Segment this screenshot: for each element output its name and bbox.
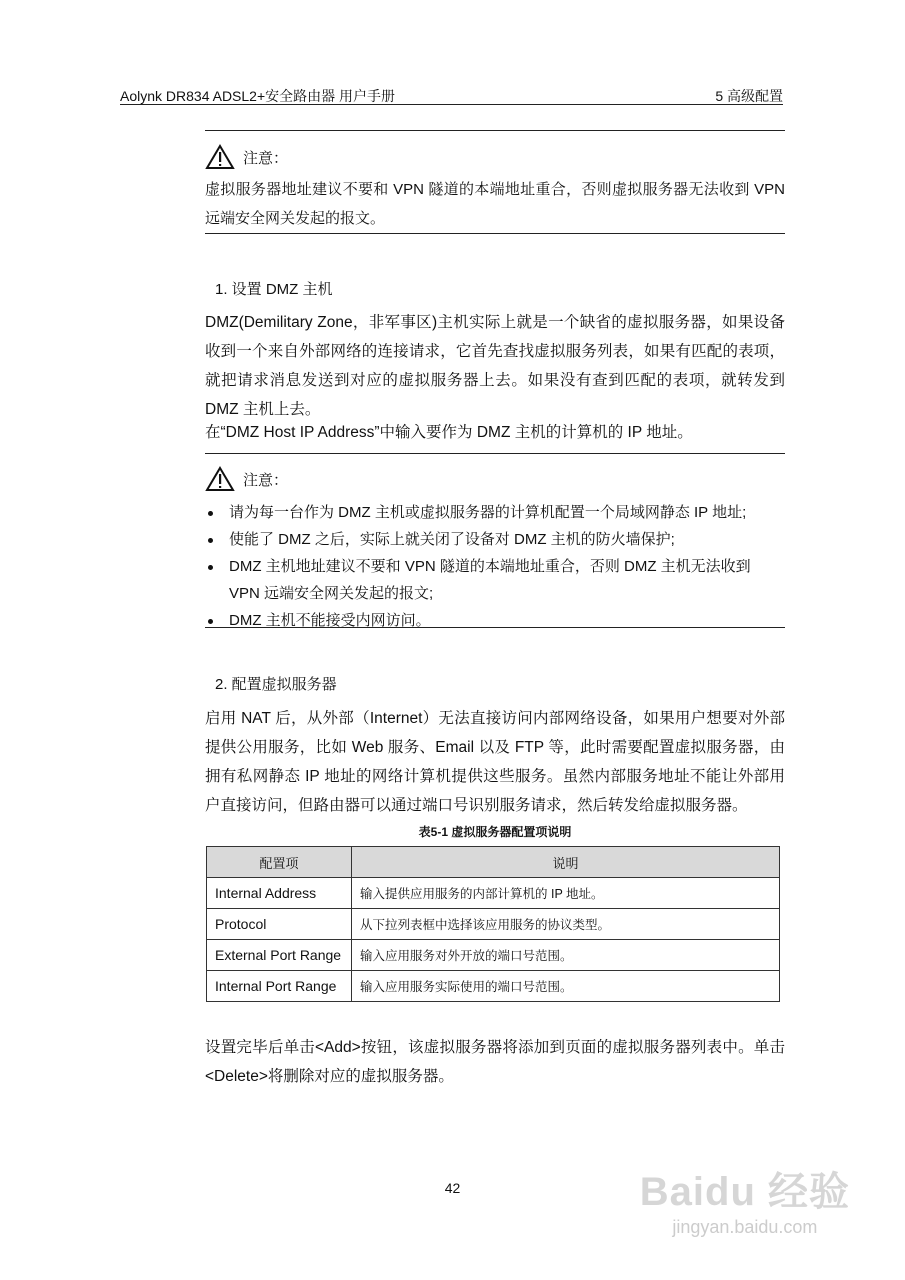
list-item: DMZ 主机不能接受内网访问。 — [205, 607, 785, 634]
page-number: 42 — [444, 1180, 461, 1196]
config-table — [206, 846, 780, 1002]
header-title: Aolynk DR834 ADSL2+安全路由器 用户手册 — [120, 88, 396, 104]
watermark-url: jingyan.baidu.com — [672, 1217, 818, 1237]
note-label: 注意： — [243, 471, 289, 489]
list-item: 请为每一台作为 DMZ 主机或虚拟服务器的计算机配置一个局域网静态 IP 地址; — [205, 499, 785, 526]
paragraph: 在“DMZ Host IP Address”中输入要作为 DMZ 主机的计算机的 IP 地址。 — [205, 424, 693, 441]
list-item: DMZ 主机地址建议不要和 VPN 隧道的本端地址重合，否则 DMZ 主机无法收到 VPN 远端安全网关发起的报文; — [205, 553, 785, 607]
cell: 输入提供应用服务的内部计算机的 IP 地址。 — [352, 878, 780, 909]
cell: 输入应用服务对外开放的端口号范围。 — [352, 940, 780, 971]
paragraph: 设置完毕后单击<Add>按钮，该虚拟服务器将添加到页面的虚拟服务器列表中。单击<Delete>将删除对应的虚拟服务器。 — [205, 1039, 785, 1085]
divider — [205, 627, 785, 628]
note-title — [205, 144, 288, 170]
warning-icon — [205, 144, 235, 170]
note-list — [205, 499, 785, 634]
table-row — [207, 940, 780, 971]
note-label: 注意： — [243, 149, 289, 167]
table-row — [207, 878, 780, 909]
section-heading: 2. 配置虚拟服务器 — [215, 676, 337, 693]
column-header: 说明 — [352, 847, 780, 878]
table-row — [207, 971, 780, 1002]
page-header — [120, 86, 783, 105]
divider — [205, 453, 785, 454]
section-heading: 1. 设置 DMZ 主机 — [215, 281, 333, 298]
header-chapter: 5 高级配置 — [715, 88, 783, 104]
paragraph: DMZ(Demilitary Zone，非军事区)主机实际上就是一个缺省的虚拟服务器，如果设备收到一个来自外部网络的连接请求，它首先查找虚拟服务列表，如果有匹配的表项，就把请求消息发送到对应的虚拟服务器上去。如果没有查到匹配的表项，就转发到 DMZ 主机上去。 — [205, 314, 785, 418]
table-row — [207, 909, 780, 940]
cell: External Port Range — [207, 940, 352, 971]
cell: 输入应用服务实际使用的端口号范围。 — [352, 971, 780, 1002]
note-text: 虚拟服务器地址建议不要和 VPN 隧道的本端地址重合，否则虚拟服务器无法收到 VPN 远端安全网关发起的报文。 — [205, 181, 785, 227]
table-caption: 表5-1 虚拟服务器配置项说明 — [418, 825, 572, 839]
note-title — [205, 466, 288, 492]
divider — [205, 130, 785, 131]
watermark-logo: Baidu 经验 — [639, 1170, 850, 1214]
table-header-row — [207, 847, 780, 878]
cell: Protocol — [207, 909, 352, 940]
warning-icon — [205, 466, 235, 492]
cell: Internal Port Range — [207, 971, 352, 1002]
divider — [205, 233, 785, 234]
list-item: 使能了 DMZ 之后，实际上就关闭了设备对 DMZ 主机的防火墙保护; — [205, 526, 785, 553]
cell: 从下拉列表框中选择该应用服务的协议类型。 — [352, 909, 780, 940]
column-header: 配置项 — [207, 847, 352, 878]
cell: Internal Address — [207, 878, 352, 909]
paragraph: 启用 NAT 后，从外部（Internet）无法直接访问内部网络设备，如果用户想要对外部提供公用服务，比如 Web 服务、Email 以及 FTP 等，此时需要配置虚拟服务器，由拥有私网静态 IP 地址的网络计算机提供这些服务。虽然内部服务地址不能让外部用户直接访问，但路由器可以通过端口号识别服务请求，然后转发给虚拟服务器。 — [205, 710, 785, 814]
baidu-watermark — [640, 1160, 850, 1238]
